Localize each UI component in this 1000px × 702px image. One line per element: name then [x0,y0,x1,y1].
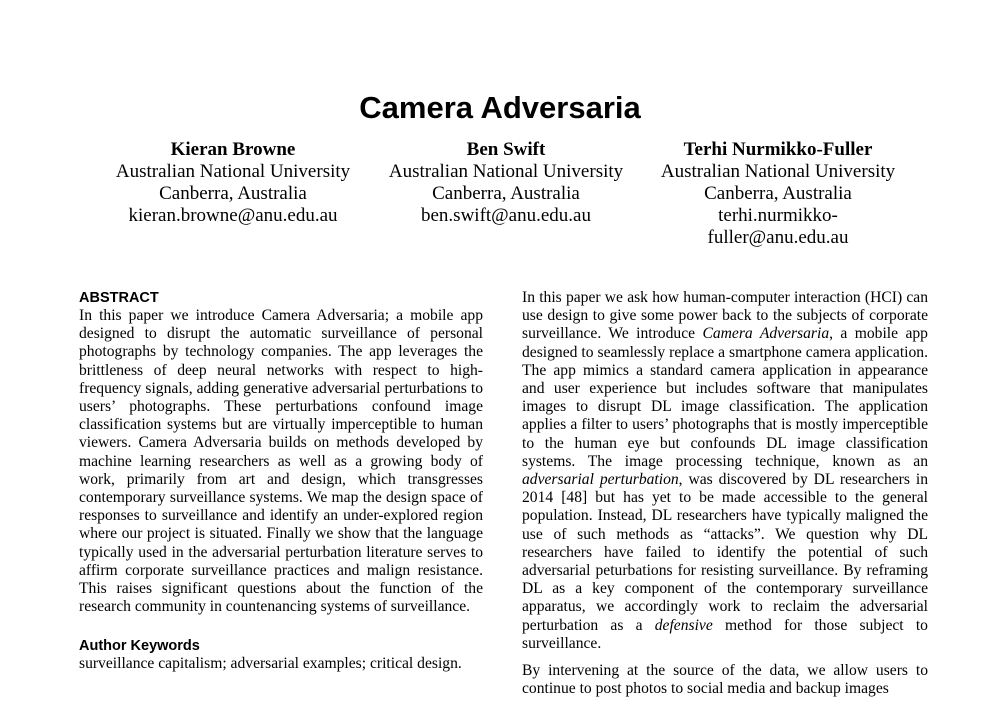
intro-text-segment: , was discovered by DL researchers in 2014 [48] but has yet to be made accessible to the general population. Instead, DL researchers have typically maligned the use of such methods as “attacks”. We question why DL researchers have failed to identify the potential of such adversarial peturbations for resisting surveillance. By reframing DL as a key component of the contemporary surveillance apparatus, we accordingly work to reclaim the adversarial perturbation as a [522,471,928,634]
author-affiliation: Australian National University [660,161,896,182]
keywords-text: surveillance capitalism; adversarial examples; critical design. [79,655,462,673]
abstract-heading: ABSTRACT [79,290,159,306]
author-name: Ben Swift [466,139,546,160]
intro-paragraph-1 [522,289,928,653]
intro-text-segment: , a mobile app designed to seamlessly replace a smartphone camera application. The app mimics a standard camera application in appearance and user experience but includes software that manipulates images to disrupt DL image classification. The application applies a filter to users’ photographs that is mostly imperceptible to the human eye but confounds DL image classification systems. The image processing technique, known as an [522,325,928,470]
author-affiliation: Australian National University [388,161,624,182]
author-location: Canberra, Australia [432,183,580,204]
author-affiliation: Australian National University [115,161,351,182]
author-email[interactable]: kieran.browne@anu.edu.au [128,205,338,226]
defensive-emphasis: defensive [654,616,713,634]
author-name: Kieran Browne [170,139,296,160]
term-emphasis: adversarial perturbation [522,471,679,489]
right-column [522,289,928,698]
author-location: Canberra, Australia [159,183,307,204]
author-2 [373,139,639,227]
author-3 [645,139,911,249]
abstract-text: In this paper we introduce Camera Adversaria; a mobile app designed to disrupt the automatic surveillance of personal photographs by technology companies. The app leverages the brittleness of deep neural networks with respect to high-frequency signals, adding generative adversarial perturbations to users’ photographs. These perturbations confound image classification systems but are virtually imperceptible to human viewers. Camera Adversaria builds on methods developed by machine learning researchers as well as a growing body of work, primarily from art and design, which transgresses contemporary surveillance systems. We map the design space of responses to surveillance and identify an under-explored region where our project is situated. Finally we show that the language typically used in the adversarial perturbation literature serves to affirm corporate surveillance practices and malign resistance. This raises significant questions about the function of the research community in countenancing systems of surveillance. [79,307,483,616]
keywords-heading: Author Keywords [79,638,200,655]
intro-text-segment: In this paper we ask how human-computer interaction (HCI) can use design to give some power back to the subjects of corporate surveillance. We introduce [522,289,928,343]
paper-title: Camera Adversaria [359,90,641,125]
author-email[interactable]: ben.swift@anu.edu.au [421,205,591,226]
intro-paragraph-2: By intervening at the source of the data, we allow users to continue to post photos to social media and backup images [522,662,928,698]
author-name: Terhi Nurmikko-Fuller [683,139,873,160]
author-email-line-2[interactable]: fuller@anu.edu.au [707,227,849,248]
author-email-line-1[interactable]: terhi.nurmikko- [718,205,838,226]
author-location: Canberra, Australia [704,183,852,204]
author-1 [100,139,366,227]
intro-text-segment: method for those subject to surveillance. [522,616,928,652]
app-name-emphasis: Camera Adversaria [702,325,830,343]
left-column [79,289,483,674]
